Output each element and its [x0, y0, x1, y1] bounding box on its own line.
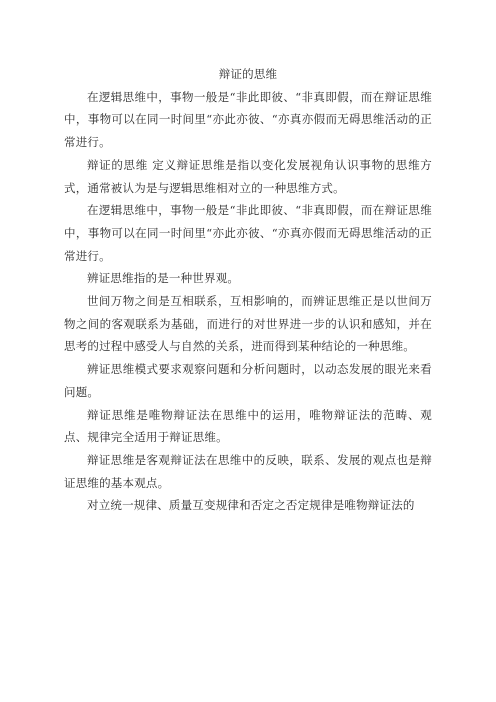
paragraph: 对立统一规律、质量互变规律和否定之否定规律是唯物辩证法的 — [87, 498, 415, 513]
paragraph: 在逻辑思维中，事物一般是“非此即彼、“非真即假，而在辩证思维中，事物可以在同一时间里“亦此亦彼、“亦真亦假而无碍思维活动的正常进行。 — [64, 89, 432, 150]
paragraph: 在逻辑思维中，事物一般是“非此即彼、“非真即假，而在辩证思维中，事物可以在同一时间里“亦此亦彼、“亦真亦假而无碍思维活动的正常进行。 — [64, 203, 432, 263]
paragraph: 辩证思维是唯物辩证法在思维中的运用，唯物辩证法的范畴、观点、规律完全适用于辩证思维。 — [64, 407, 432, 445]
paragraph: 辨证思维模式要求观察问题和分析问题时，以动态发展的眼光来看问题。 — [64, 362, 432, 399]
paragraph: 辩证思维是客观辩证法在思维中的反映，联系、发展的观点也是辩证思维的基本观点。 — [64, 452, 432, 490]
document-title: 辩证的思维 — [218, 67, 278, 81]
paragraph: 辩证的思维 定义辩证思维是指以变化发展视角认识事物的思维方式，通常被认为是与逻辑思维相对立的一种思维方式。 — [64, 157, 432, 195]
paragraph: 世间万物之间是互相联系，互相影响的，而辨证思维正是以世间万物之间的客观联系为基础，而进行的对世界进一步的认识和感知，并在思考的过程中感受人与自然的关系，进而得到某种结论的一种思维。 — [64, 294, 432, 354]
paragraph: 辨证思维指的是一种世界观。 — [87, 271, 240, 286]
document-body — [64, 63, 432, 517]
